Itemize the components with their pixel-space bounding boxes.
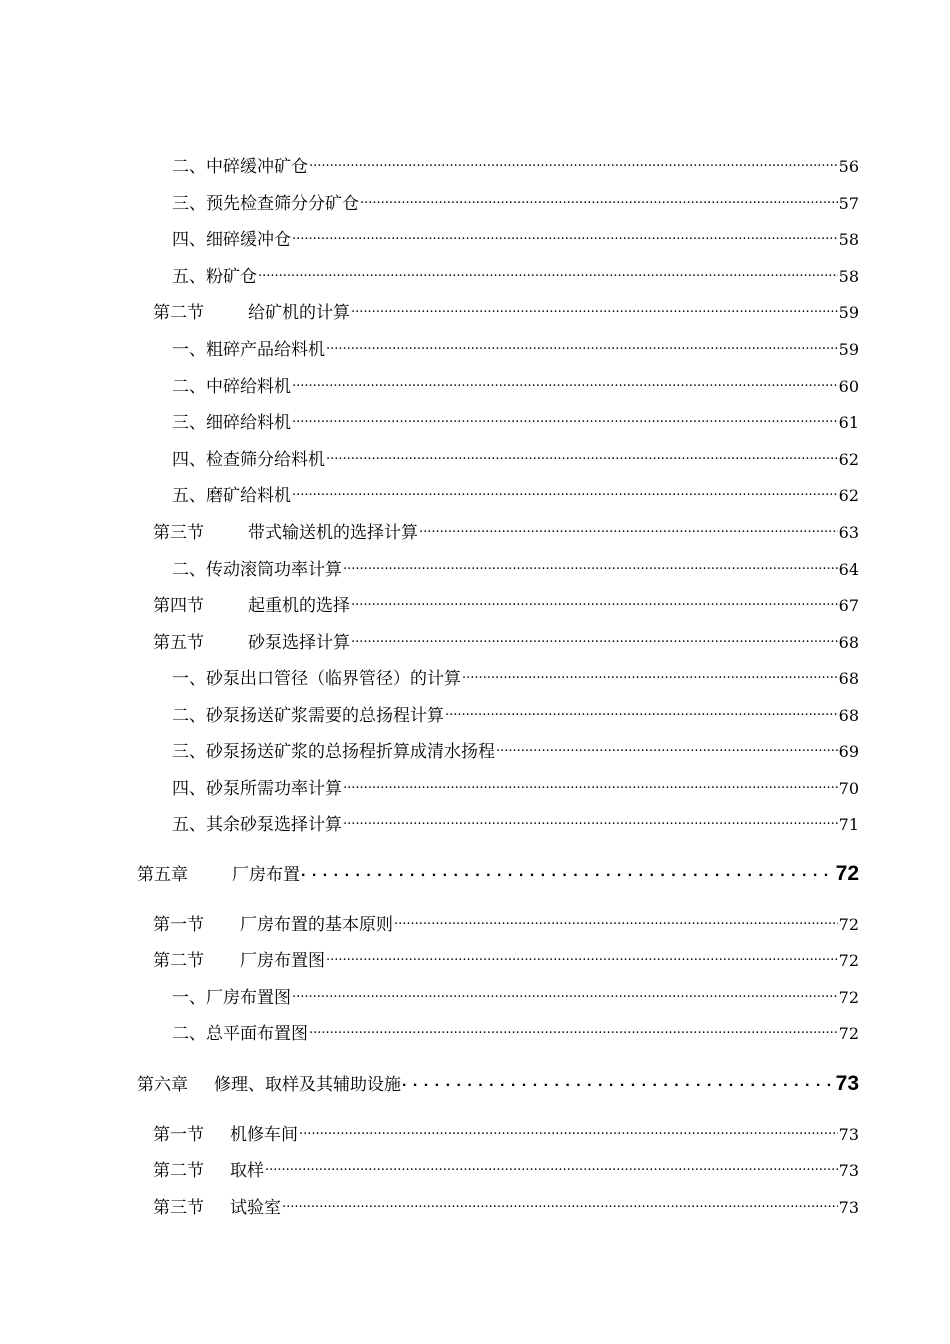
toc-entry-label: 机修车间 <box>230 1125 298 1145</box>
toc-entry-label: 一、厂房布置图 <box>172 988 291 1008</box>
toc-entry-label: 四、砂泵所需功率计算 <box>172 779 342 799</box>
toc-entry-label: 五、磨矿给料机 <box>172 486 291 506</box>
toc-leader <box>462 662 838 684</box>
toc-entry-page: 56 <box>838 157 859 176</box>
toc-entry-label: 厂房布置图 <box>240 951 325 971</box>
toc-entry-page: 70 <box>838 779 859 798</box>
toc-leader <box>351 626 838 648</box>
toc-entry-page: 72 <box>835 862 859 885</box>
toc-entry <box>172 333 859 361</box>
toc-leader <box>292 406 838 428</box>
toc-entry-page: 68 <box>838 633 859 652</box>
toc-entry-label: 给矿机的计算 <box>248 303 350 323</box>
toc-entry-label: 二、中碎给料机 <box>172 377 291 397</box>
toc-leader <box>445 699 838 721</box>
toc-entry-label: 四、细碎缓冲仓 <box>172 230 291 250</box>
toc-entry <box>172 443 859 471</box>
toc-entry-page: 61 <box>838 413 859 432</box>
toc-leader <box>292 981 838 1003</box>
toc-leader <box>282 1191 838 1213</box>
toc-entry <box>172 150 859 178</box>
toc-leader <box>326 443 838 465</box>
toc-entry <box>153 626 859 654</box>
toc-leader <box>419 516 838 538</box>
toc-entry-page: 63 <box>838 523 859 542</box>
toc-leader <box>394 908 838 930</box>
toc-entry <box>172 479 859 507</box>
toc-entry <box>153 1118 859 1146</box>
toc-entry-label: 试验室 <box>230 1198 281 1218</box>
toc-entry <box>153 1154 859 1182</box>
toc-entry-label: 带式输送机的选择计算 <box>248 523 418 543</box>
toc-entry <box>153 1191 859 1219</box>
toc-entry-number: 第一节 <box>153 915 204 935</box>
toc-entry-page: 71 <box>838 815 859 834</box>
toc-leader <box>301 858 835 880</box>
toc-entry <box>172 981 859 1009</box>
toc-entry-label: 一、砂泵出口管径（临界管径）的计算 <box>172 669 461 689</box>
toc-entry-page: 68 <box>838 706 859 725</box>
toc-entry-label: 二、中碎缓冲矿仓 <box>172 157 308 177</box>
toc-entry-page: 73 <box>835 1072 859 1095</box>
toc-leader <box>343 808 838 830</box>
toc-leader <box>265 1154 838 1176</box>
toc-entry-label: 五、其余砂泵选择计算 <box>172 815 342 835</box>
toc-entry-label: 四、检查筛分给料机 <box>172 450 325 470</box>
toc-entry-page: 72 <box>838 1024 859 1043</box>
toc-leader <box>343 772 838 794</box>
toc-entry-label: 三、预先检查筛分分矿仓 <box>172 194 359 214</box>
toc-entry-label: 五、粉矿仓 <box>172 267 257 287</box>
toc-entry-page: 72 <box>838 988 859 1007</box>
toc-entry-page: 64 <box>838 560 859 579</box>
toc-entry-label: 二、传动滚筒功率计算 <box>172 560 342 580</box>
toc-entry-page: 73 <box>838 1161 859 1180</box>
toc-entry <box>172 260 859 288</box>
toc-entry <box>172 223 859 251</box>
toc-entry <box>172 662 859 690</box>
toc-entry-page: 73 <box>838 1198 859 1217</box>
toc-entry <box>172 1017 859 1045</box>
toc-leader <box>292 223 838 245</box>
toc-entry <box>153 944 859 972</box>
toc-entry-page: 68 <box>838 669 859 688</box>
toc-leader <box>496 735 838 757</box>
toc-leader <box>309 1017 838 1039</box>
toc-entry-number: 第四节 <box>153 596 204 616</box>
toc-entry-label: 起重机的选择 <box>248 596 350 616</box>
toc-entry-number: 第六章 <box>137 1075 188 1095</box>
toc-entry-page: 60 <box>838 377 859 396</box>
toc-entry <box>172 808 859 836</box>
toc-leader <box>299 1118 838 1140</box>
toc-leader <box>351 296 838 318</box>
toc-entry-page: 72 <box>838 951 859 970</box>
toc-entry-label: 三、细碎给料机 <box>172 413 291 433</box>
toc-leader <box>351 589 838 611</box>
toc-entry-page: 73 <box>838 1125 859 1144</box>
toc-entry <box>153 516 859 544</box>
toc-entry <box>172 406 859 434</box>
toc-entry <box>153 589 859 617</box>
toc-entry-label: 厂房布置的基本原则 <box>240 915 393 935</box>
toc-entry-number: 第三节 <box>153 1198 204 1218</box>
toc-entry-number: 第五章 <box>137 865 188 885</box>
toc-entry-label: 二、总平面布置图 <box>172 1024 308 1044</box>
toc-entry <box>153 296 859 324</box>
toc-entry <box>172 553 859 581</box>
toc-leader <box>360 187 838 209</box>
toc-entry-number: 第二节 <box>153 303 204 323</box>
toc-entry <box>172 699 859 727</box>
toc-entry-number: 第二节 <box>153 951 204 971</box>
toc-entry-label: 取样 <box>230 1161 264 1181</box>
toc-entry-number: 第三节 <box>153 523 204 543</box>
toc-entry-label: 一、粗碎产品给料机 <box>172 340 325 360</box>
toc-leader <box>292 370 838 392</box>
toc-entry-page: 57 <box>838 194 859 213</box>
toc-entry <box>172 370 859 398</box>
toc-entry-number: 第五节 <box>153 633 204 653</box>
toc-entry-page: 69 <box>838 742 859 761</box>
toc-leader <box>402 1068 835 1090</box>
toc-entry-page: 62 <box>838 486 859 505</box>
toc-entry-number: 第一节 <box>153 1125 204 1145</box>
toc-entry-page: 58 <box>838 267 859 286</box>
toc-entry-page: 59 <box>838 340 859 359</box>
toc-entry-label: 二、砂泵扬送矿浆需要的总扬程计算 <box>172 706 444 726</box>
toc-entry-page: 59 <box>838 303 859 322</box>
toc-leader <box>343 553 838 575</box>
toc-leader <box>309 150 838 172</box>
toc-entry-page: 67 <box>838 596 859 615</box>
toc-entry-label: 厂房布置 <box>232 865 300 885</box>
toc-chapter-entry <box>137 1068 859 1096</box>
toc-entry-label: 砂泵选择计算 <box>248 633 350 653</box>
toc-entry <box>172 735 859 763</box>
toc-entry-page: 62 <box>838 450 859 469</box>
toc-leader <box>292 479 838 501</box>
toc-leader <box>326 944 838 966</box>
toc-entry-label: 修理、取样及其辅助设施 <box>214 1075 401 1095</box>
toc-entry <box>172 187 859 215</box>
toc-entry-label: 三、砂泵扬送矿浆的总扬程折算成清水扬程 <box>172 742 495 762</box>
toc-leader <box>258 260 838 282</box>
toc-leader <box>326 333 838 355</box>
toc-entry-page: 58 <box>838 230 859 249</box>
toc-entry <box>153 908 859 936</box>
toc-chapter-entry <box>137 858 859 886</box>
toc-entry-number: 第二节 <box>153 1161 204 1181</box>
toc-entry <box>172 772 859 800</box>
toc-entry-page: 72 <box>838 915 859 934</box>
